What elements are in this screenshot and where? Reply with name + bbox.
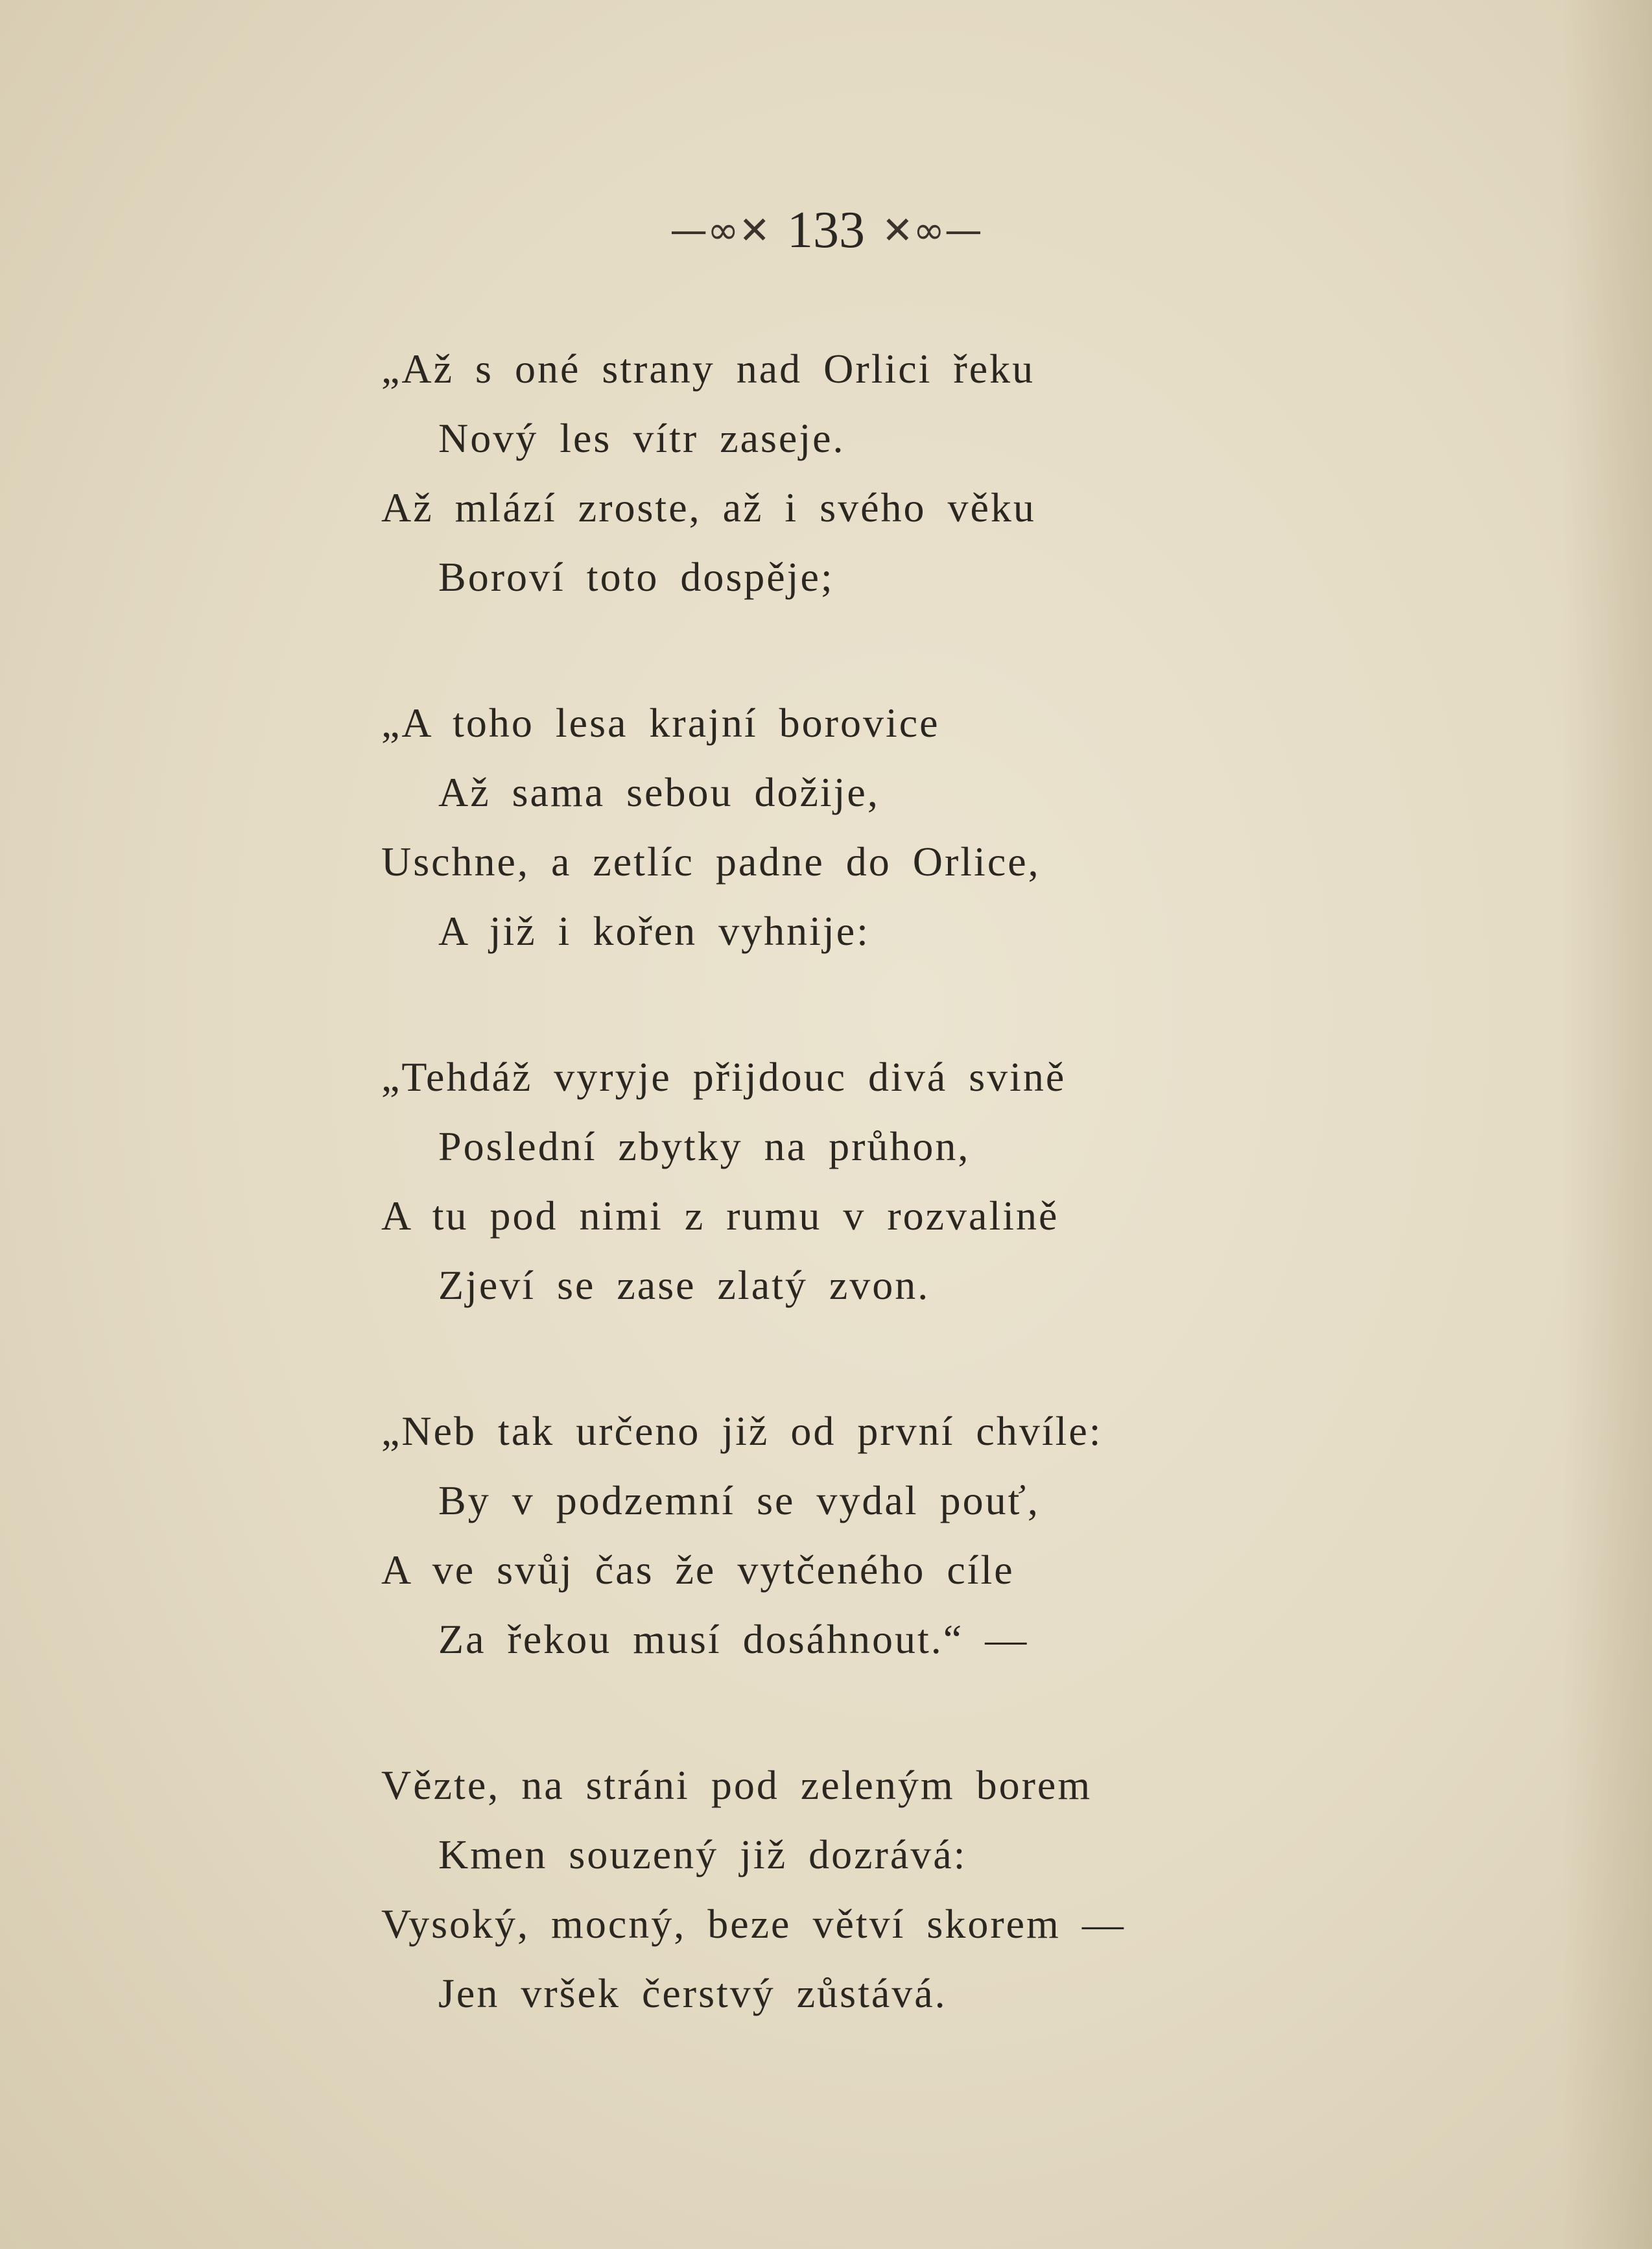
poem-line: A tu pod nimi z rumu v rozvalině <box>381 1193 1059 1239</box>
stanza <box>381 1396 1289 1674</box>
poem-line: Uschne, a zetlíc padne do Orlice, <box>381 839 1041 885</box>
poem-line: Až mlází zroste, až i svého věku <box>381 484 1036 530</box>
poem-line: Za řekou musí dosáhnout.“ — <box>438 1616 1029 1662</box>
poem-line: Zjeví se zase zlatý zvon. <box>438 1262 930 1308</box>
poem-line: Až sama sebou dožije, <box>438 769 880 815</box>
poem-line: Vězte, na stráni pod zeleným borem <box>381 1762 1092 1808</box>
poem-line: „A toho lesa krajní borovice <box>381 700 940 746</box>
poem-line: „Tehdáž vyryje přijdouc divá svině <box>381 1054 1067 1100</box>
poem-line: Jen vršek čerstvý zůstává. <box>438 1970 947 2016</box>
page-header <box>0 202 1652 259</box>
poem-line: A již i kořen vyhnije: <box>438 908 870 954</box>
stanza <box>381 1042 1289 1320</box>
poem-line: Boroví toto dospěje; <box>438 554 834 600</box>
poem-line: By v podzemní se vydal pouť, <box>438 1477 1040 1523</box>
poem-body <box>381 334 1289 2104</box>
poem-line: „Neb tak určeno již od první chvíle: <box>381 1408 1103 1454</box>
stanza <box>381 1750 1289 2028</box>
poem-line: Kmen souzený již dozrává: <box>438 1831 967 1877</box>
poem-line: Vysoký, mocný, beze větví skorem — <box>381 1901 1126 1947</box>
right-ornament-icon: ✕∞— <box>882 208 982 252</box>
left-ornament-icon: —∞✕ <box>670 208 770 252</box>
poem-line: „Až s oné strany nad Orlici řeku <box>381 346 1035 392</box>
poem-line: A ve svůj čas že vytčeného cíle <box>381 1547 1015 1593</box>
stanza <box>381 334 1289 612</box>
page-number: 133 <box>787 202 865 259</box>
poem-line: Poslední zbytky na průhon, <box>438 1123 971 1169</box>
poem-line: Nový les vítr zaseje. <box>438 415 845 461</box>
stanza <box>381 688 1289 966</box>
